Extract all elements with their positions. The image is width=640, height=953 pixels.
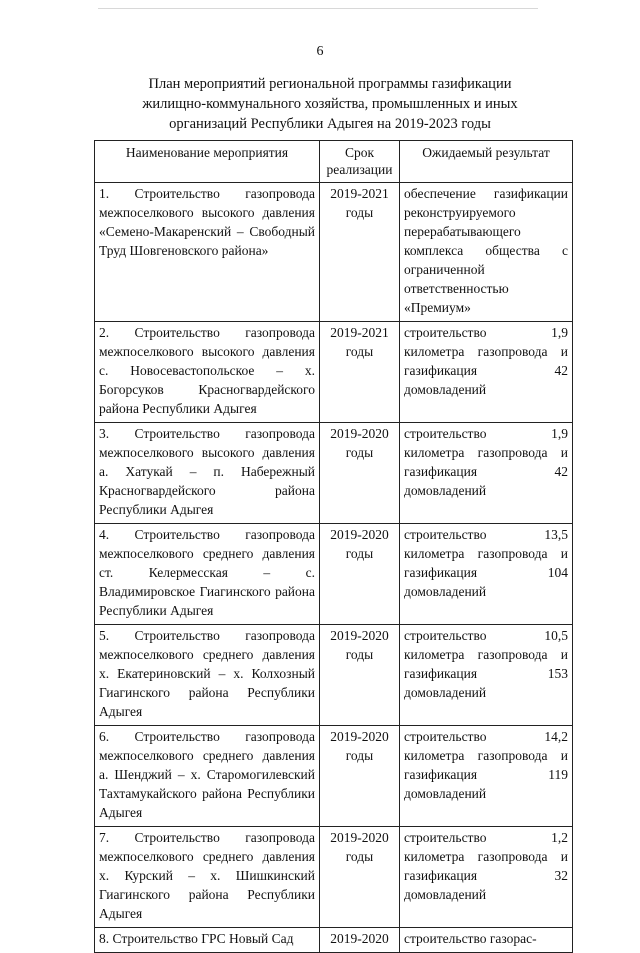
scan-edge-line <box>98 8 538 9</box>
measure-name: 3. Строительство газопровода межпоселкового высокого давления а. Хатукай – п. Набережный Красногвардейского района Республики Адыгея <box>95 423 320 524</box>
measure-name: 8. Строительство ГРС Новый Сад <box>95 928 320 953</box>
table-row <box>95 928 573 953</box>
table-header-row <box>95 141 573 183</box>
measure-name: 5. Строительство газопровода межпоселкового среднего давления х. Екатериновский – х. Колхозный Гиагинского района Республики Адыгея <box>95 625 320 726</box>
measure-result: строительство 1,2 километра газопровода и газификация 32 домовладений <box>400 827 573 928</box>
header-name: Наименование мероприятия <box>95 141 320 183</box>
table-row <box>95 423 573 524</box>
header-term: Срок реализации <box>320 141 400 183</box>
measures-table <box>94 140 573 953</box>
table-row <box>95 524 573 625</box>
table-row <box>95 625 573 726</box>
title-line: организаций Республики Адыгея на 2019-2023 годы <box>169 116 491 132</box>
measure-result: обеспечение газификации реконструируемого перерабатывающего комплекса общества с ограниченной ответственностью «Премиум» <box>400 183 573 322</box>
measure-result: строительство 10,5 километра газопровода и газификация 153 домовладений <box>400 625 573 726</box>
measure-result: строительство 13,5 километра газопровода и газификация 104 домовладений <box>400 524 573 625</box>
measure-name: 6. Строительство газопровода межпоселкового среднего давления а. Шенджий – х. Старомогилевский Тахтамукайского района Республики Адыгея <box>95 726 320 827</box>
measure-name: 7. Строительство газопровода межпоселкового среднего давления х. Курский – х. Шишкинский Гиагинского района Республики Адыгея <box>95 827 320 928</box>
measure-result: строительство газорас- <box>400 928 573 953</box>
measure-result: строительство 14,2 километра газопровода и газификация 119 домовладений <box>400 726 573 827</box>
table-row <box>95 726 573 827</box>
measure-name: 1. Строительство газопровода межпоселкового высокого давления «Семено-Макаренский – Свободный Труд Шовгеновского района» <box>95 183 320 322</box>
measure-term: 2019-2020 годы <box>320 524 400 625</box>
measure-name: 2. Строительство газопровода межпоселкового высокого давления с. Новосевастопольское – х. Богорсуков Красногвардейского района Республики Адыгея <box>95 322 320 423</box>
measure-name: 4. Строительство газопровода межпоселкового среднего давления ст. Келермесская – с. Владимировское Гиагинского района Республики Адыгея <box>95 524 320 625</box>
measure-term: 2019-2020 годы <box>320 827 400 928</box>
page-number: 6 <box>316 44 324 59</box>
table-row <box>95 322 573 423</box>
measure-term: 2019-2021 годы <box>320 183 400 322</box>
document-title <box>60 74 600 134</box>
measure-result: строительство 1,9 километра газопровода и газификация 42 домовладений <box>400 322 573 423</box>
header-result: Ожидаемый результат <box>400 141 573 183</box>
measure-result: строительство 1,9 километра газопровода и газификация 42 домовладений <box>400 423 573 524</box>
table-row <box>95 183 573 322</box>
measure-term: 2019-2020 годы <box>320 423 400 524</box>
table-row <box>95 827 573 928</box>
measure-term: 2019-2020 <box>320 928 400 953</box>
measure-term: 2019-2020 годы <box>320 726 400 827</box>
title-line: жилищно-коммунального хозяйства, промышленных и иных <box>142 96 518 112</box>
measure-term: 2019-2020 годы <box>320 625 400 726</box>
measure-term: 2019-2021 годы <box>320 322 400 423</box>
title-line: План мероприятий региональной программы газификации <box>148 76 512 92</box>
